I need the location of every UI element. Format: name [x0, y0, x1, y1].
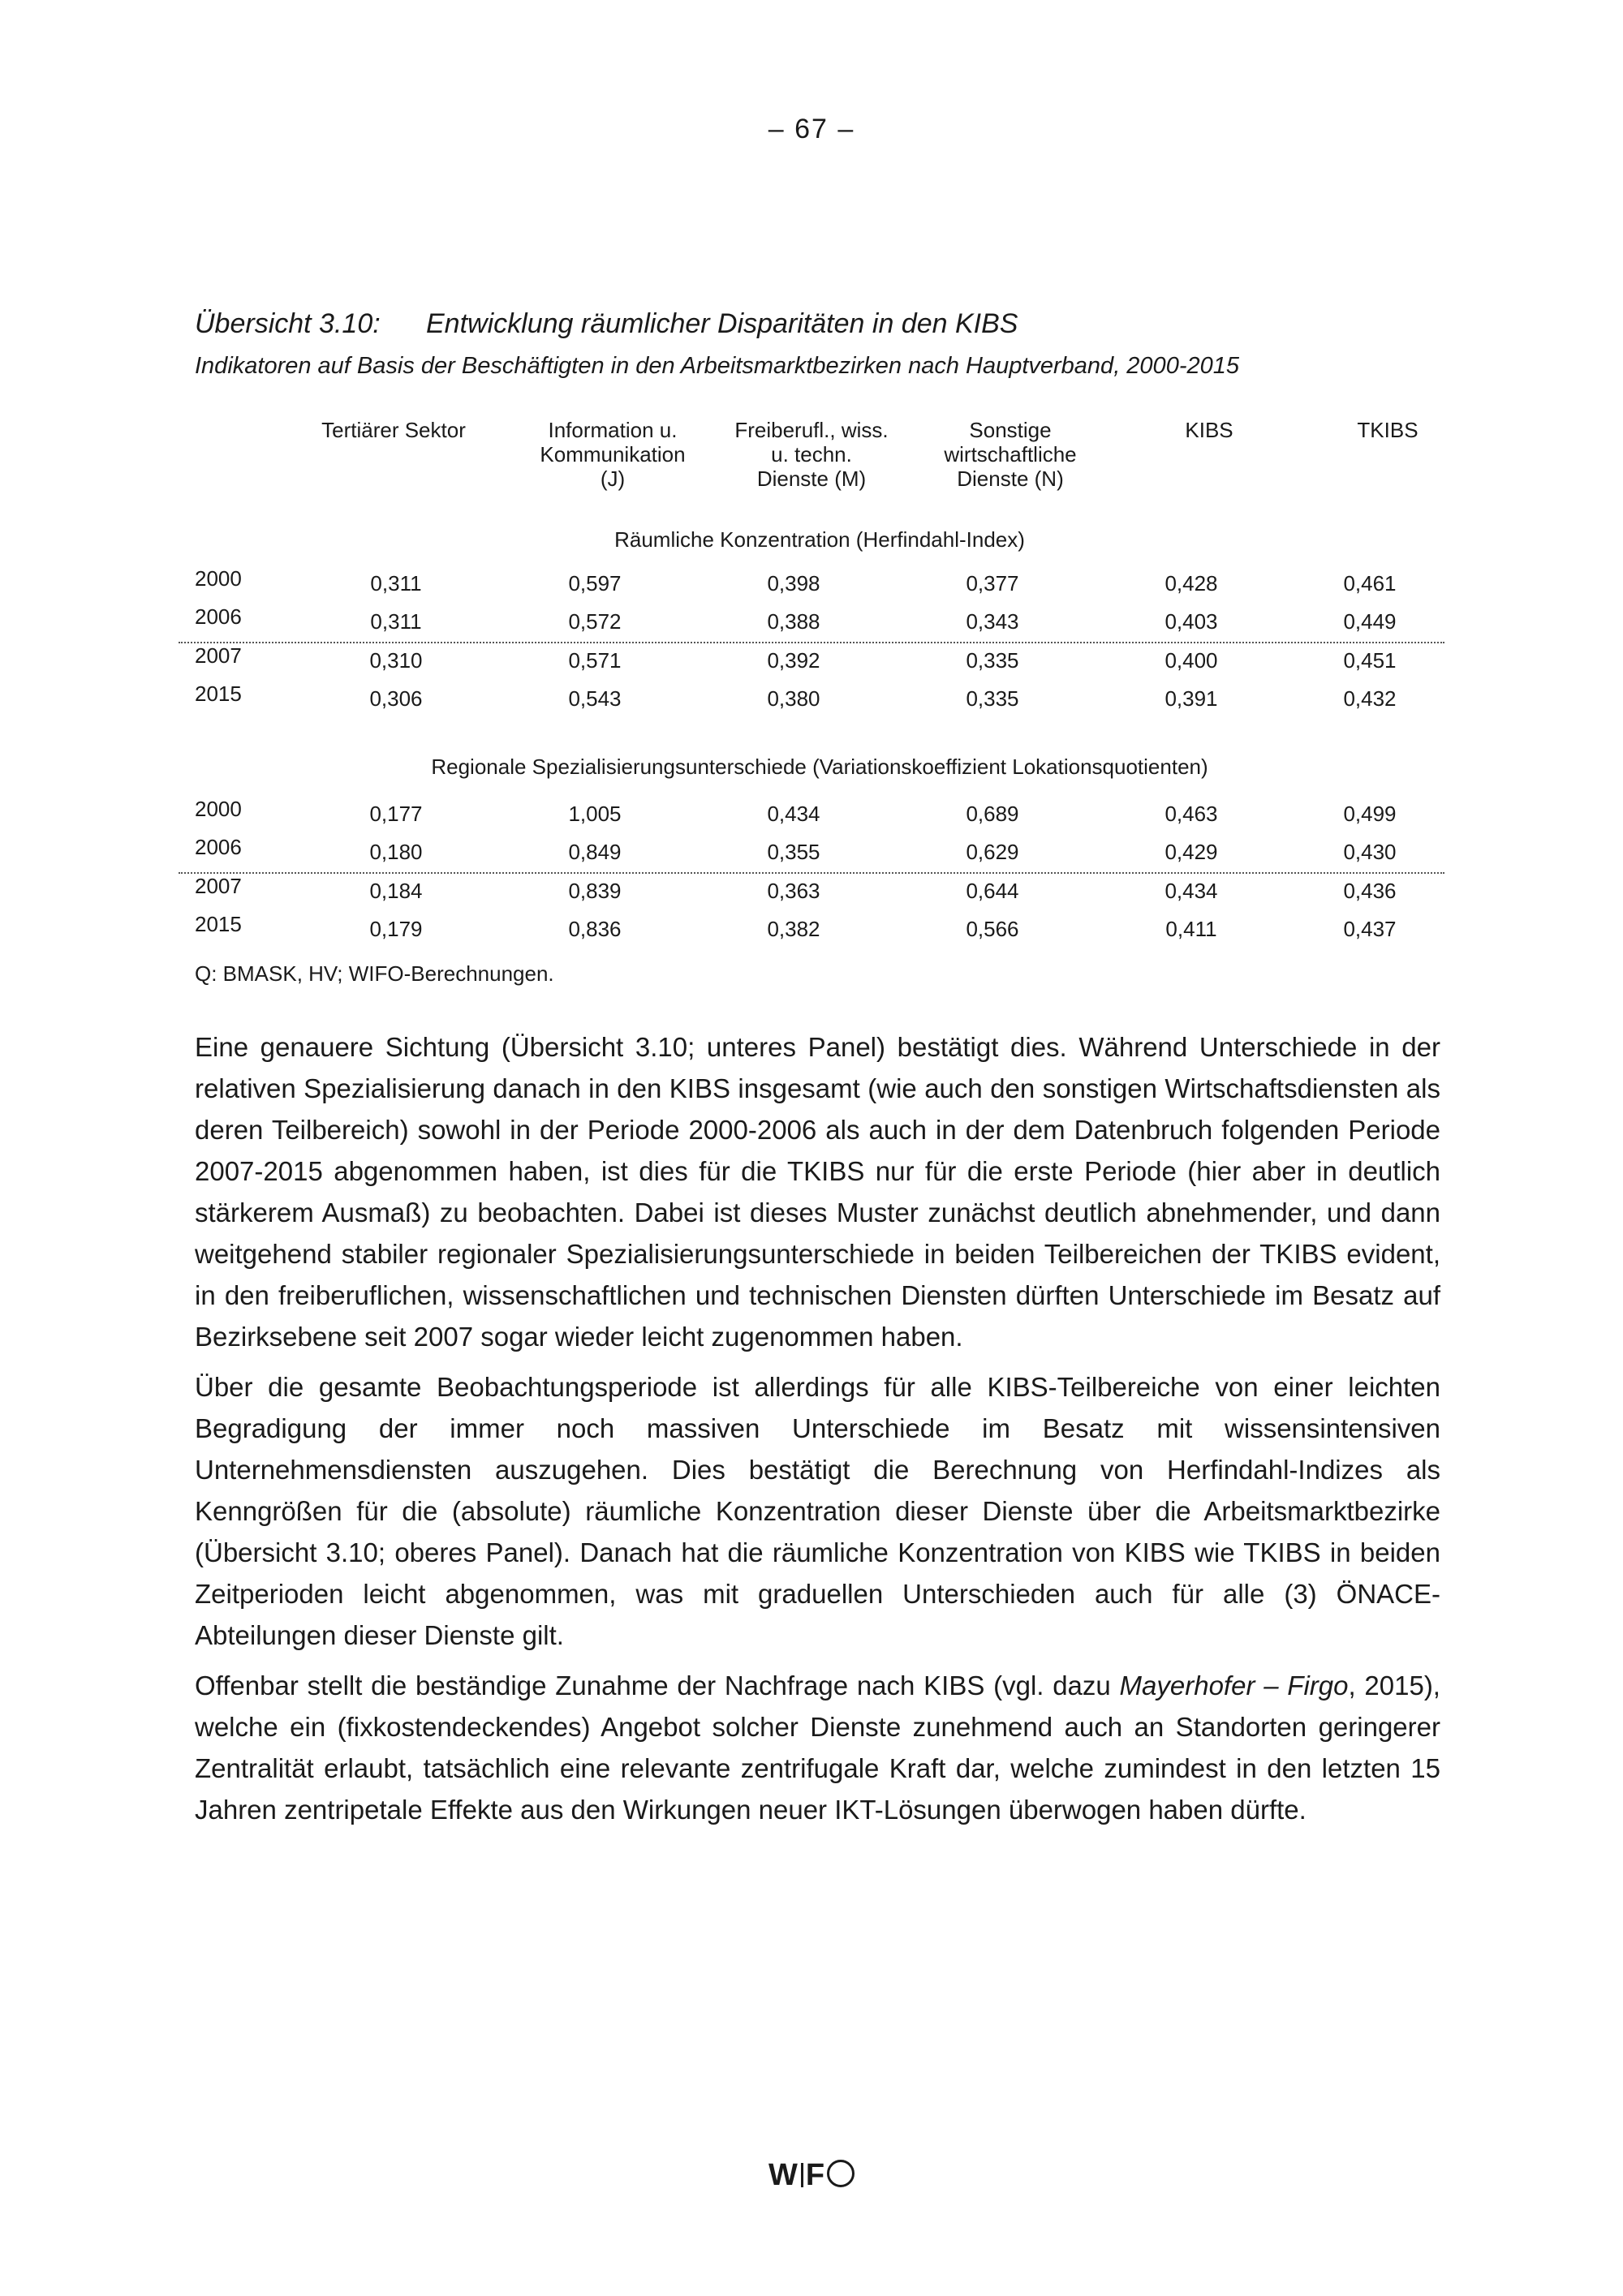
paragraph — [195, 1665, 1440, 1830]
cell: 0,180 — [369, 840, 423, 864]
row-year: 2006 — [195, 835, 242, 859]
row-year: 2007 — [195, 874, 242, 898]
cell: 0,436 — [1343, 879, 1397, 903]
cell: 0,177 — [369, 802, 423, 826]
cell: 0,434 — [767, 802, 820, 826]
logo-circle-icon — [827, 2160, 855, 2187]
cell: 0,499 — [1343, 802, 1397, 826]
cell: 0,343 — [966, 609, 1019, 634]
page-number: – 67 – — [768, 114, 855, 144]
overview-title — [195, 308, 1018, 340]
col-header-line: Tertiärer Sektor — [321, 418, 466, 442]
overview-label: Übersicht 3.10: — [195, 308, 381, 339]
cell: 0,571 — [568, 648, 622, 673]
row-year: 2000 — [195, 566, 242, 591]
table-row — [195, 604, 1444, 637]
col-header-line: Dienste (N) — [957, 467, 1064, 491]
row-year: 2007 — [195, 643, 242, 668]
cell: 0,849 — [568, 840, 622, 864]
cell: 0,451 — [1343, 648, 1397, 673]
table-row — [195, 643, 1444, 676]
col-header-line: TKIBS — [1357, 418, 1419, 442]
panel-title-specialization: Regionale Spezialisierungsunterschiede (Variationskoeffizient Lokationsquotienten) — [431, 755, 1208, 779]
col-header-line: (J) — [600, 467, 626, 491]
cell: 0,179 — [369, 917, 423, 941]
cell: 0,363 — [767, 879, 820, 903]
cell: 0,629 — [966, 840, 1019, 864]
cell: 0,689 — [966, 802, 1019, 826]
row-year: 2006 — [195, 604, 242, 629]
table-row — [195, 912, 1444, 944]
col-header-line: Freiberufl., wiss. — [734, 418, 889, 442]
cell: 0,566 — [966, 917, 1019, 941]
col-header-line: KIBS — [1185, 418, 1233, 442]
col-header-tkibs — [1331, 418, 1444, 442]
cell: 0,836 — [568, 917, 622, 941]
col-header-line: wirtschaftliche — [944, 442, 1077, 467]
cell: 0,391 — [1165, 686, 1218, 711]
table-row — [195, 874, 1444, 906]
cell: 0,388 — [767, 609, 820, 634]
wifo-logo — [0, 2158, 1623, 2193]
cell: 0,644 — [966, 879, 1019, 903]
row-year: 2015 — [195, 681, 242, 706]
cell: 0,335 — [966, 686, 1019, 711]
cell: 0,400 — [1165, 648, 1218, 673]
col-header-tertiary — [304, 418, 483, 442]
cell: 0,597 — [568, 571, 622, 595]
paragraph: Über die gesamte Beobachtungsperiode ist allerdings für alle KIBS-Teilbereiche von einer leichten Begradigung der immer noch massiven Unterschiede im Besatz mit wissensintensiven Unternehmensdiensten auszugehen. Dies bestätigt die Berechnung von Herfindahl-Indizes als Kenngrößen für die (absolute) räumliche Konzentration dieser Dienste über die Arbeitsmarktbezirke (Übersicht 3.10; oberes Panel). Danach hat die räumliche Konzentration von KIBS wie TKIBS in beiden Zeitperioden leicht abgenommen, was mit graduellen Unterschieden auch für alle (3) ÖNACE-Abteilungen dieser Dienste gilt. — [195, 1372, 1440, 1650]
cell: 0,449 — [1343, 609, 1397, 634]
cell: 0,398 — [767, 571, 820, 595]
cell: 0,310 — [369, 648, 423, 673]
cell: 0,463 — [1165, 802, 1218, 826]
cell: 0,428 — [1165, 571, 1218, 595]
col-header-sonstige — [913, 418, 1108, 491]
cell: 0,311 — [370, 571, 422, 595]
cell: 0,437 — [1343, 917, 1397, 941]
citation: Mayerhofer – Firgo — [1119, 1670, 1349, 1701]
col-header-line: Information u. — [548, 418, 678, 442]
cell: 0,461 — [1343, 571, 1397, 595]
logo-letter: W — [768, 2158, 799, 2192]
cell: 0,355 — [767, 840, 820, 864]
col-header-line: u. techn. — [771, 442, 852, 467]
paragraph-text: Offenbar stellt die beständige Zunahme der Nachfrage nach KIBS (vgl. dazu — [195, 1670, 1120, 1701]
col-header-information — [515, 418, 710, 491]
cell: 0,392 — [767, 648, 820, 673]
col-header-line: Sonstige — [969, 418, 1052, 442]
cell: 0,839 — [568, 879, 622, 903]
cell: 0,335 — [966, 648, 1019, 673]
cell: 0,382 — [767, 917, 820, 941]
panel-title-concentration: Räumliche Konzentration (Herfindahl-Index) — [614, 527, 1025, 552]
row-year: 2015 — [195, 912, 242, 936]
cell: 0,543 — [568, 686, 622, 711]
logo-letter: F — [805, 2158, 826, 2192]
cell: 0,184 — [369, 879, 423, 903]
overview-subtitle: Indikatoren auf Basis der Beschäftigten in den Arbeitsmarktbezirken nach Hauptverband, 2000-2015 — [195, 353, 1239, 379]
table-row — [195, 681, 1444, 714]
table-source-note: Q: BMASK, HV; WIFO-Berechnungen. — [195, 961, 554, 986]
cell: 0,306 — [369, 686, 423, 711]
cell: 0,430 — [1343, 840, 1397, 864]
cell: 0,572 — [568, 609, 622, 634]
col-header-line: Dienste (M) — [756, 467, 867, 491]
col-header-freiberufl — [714, 418, 909, 491]
table-row — [195, 797, 1444, 829]
overview-heading: Entwicklung räumlicher Disparitäten in den KIBS — [426, 308, 1018, 339]
col-header-kibs — [1152, 418, 1266, 442]
logo-bar-icon — [801, 2163, 803, 2187]
cell: 0,377 — [966, 571, 1019, 595]
cell: 0,411 — [1165, 917, 1217, 941]
cell: 0,432 — [1343, 686, 1397, 711]
cell: 0,429 — [1165, 840, 1218, 864]
table-row — [195, 566, 1444, 599]
paragraph: Eine genauere Sichtung (Übersicht 3.10; unteres Panel) bestätigt dies. Während Unterschiede in der relativen Spezialisierung danach in den KIBS insgesamt (wie auch den sonstigen Wirtschaftsdiensten als deren Teilbereich) sowohl in der Periode 2000-2006 als auch in der dem Datenbruch folgenden Periode 2007-2015 abgenommen haben, ist dies für die TKIBS nur für die erste Periode (hier aber in deutlich stärkerem Ausmaß) zu beobachten. Dabei ist dieses Muster zunächst deutlich abnehmender, und dann weitgehend stabiler regionaler Spezialisierungsunterschiede in beiden Teilbereichen der TKIBS evident, in den freiberuflichen, wissenschaftlichen und technischen Diensten dürften Unterschiede im Besatz auf Bezirksebene seit 2007 sogar wieder leicht zugenommen haben. — [195, 1032, 1440, 1352]
paragraph-text: , 2015), welche ein (fixkostendeckendes) Angebot solcher Dienste zunehmend auch an Standorten geringerer Zentralität erlaubt, tatsächlich eine relevante zentrifugale Kraft dar, welche zumindest in den letzten 15 Jahren zentripetale Effekte aus den Wirkungen neuer IKT-Lösungen überwogen haben dürfte. — [195, 1670, 1440, 1825]
cell: 1,005 — [568, 802, 622, 826]
body-text — [195, 1026, 1440, 1839]
cell: 0,311 — [370, 609, 422, 634]
table-row — [195, 835, 1444, 867]
cell: 0,434 — [1165, 879, 1218, 903]
row-year: 2000 — [195, 797, 242, 821]
col-header-line: Kommunikation — [540, 442, 686, 467]
cell: 0,403 — [1165, 609, 1218, 634]
cell: 0,380 — [767, 686, 820, 711]
